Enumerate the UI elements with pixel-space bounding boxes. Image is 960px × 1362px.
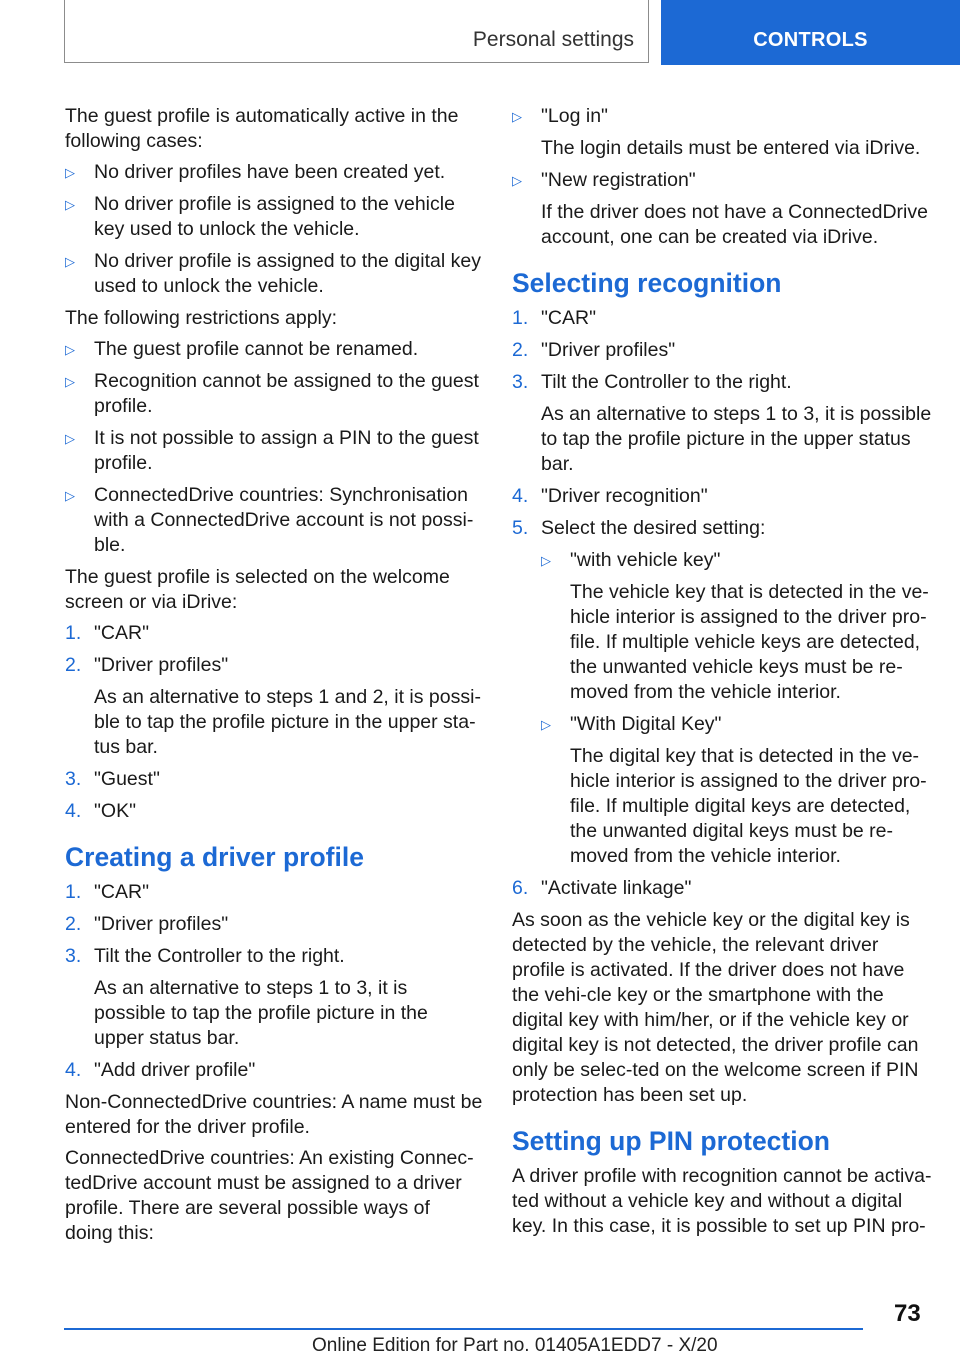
paragraph: The guest profile is selected on the welcome screen or via iDrive: xyxy=(65,566,450,613)
page-header xyxy=(0,0,960,68)
list-item: ▷ No driver profile is assigned to the vehicle key used to unlock the vehicle. xyxy=(65,193,455,240)
triangle-bullet-icon: ▷ xyxy=(65,197,75,212)
footer-divider xyxy=(64,1328,863,1330)
right-column xyxy=(512,104,932,1245)
paragraph: Non-ConnectedDrive countries: A name must be entered for the driver profile. xyxy=(65,1091,483,1138)
step-note: As an alternative to steps 1 to 3, it is possible to tap the profile picture in the upper status bar. xyxy=(94,977,428,1049)
step-number: 3. xyxy=(65,768,82,790)
step-item: 4. "Add driver profile" xyxy=(65,1059,256,1081)
list-item: ▷ "With Digital Key" The digital key that is detected in the ve-hicle interior is assigned to the driver pro-file. If multiple digital keys are detected, the unwanted digital keys must be re-moved from the vehicle interior. xyxy=(541,712,932,869)
step-number: 3. xyxy=(65,945,82,967)
step-item: 3. Tilt the Controller to the right. As an alternative to steps 1 to 3, it is possible to tap the profile picture in the upper status bar. xyxy=(512,371,932,475)
step-number: 1. xyxy=(512,307,529,329)
step-item: 3. "Guest" xyxy=(65,768,160,790)
step-number: 2. xyxy=(65,913,82,935)
paragraph: As soon as the vehicle key or the digital key is detected by the vehicle, the relevant driver profile is activated. If the driver does not have the vehi-cle key or the smartphone with the digital key with him/her, or if the vehicle key or digital key is not detected, the driver profile can only be selec-ted on the welcome screen if PIN protection has been set up. xyxy=(512,909,919,1106)
step-note: As an alternative to steps 1 and 2, it is possi-ble to tap the profile picture in the upper sta-tus bar. xyxy=(94,686,481,758)
paragraph: The following restrictions apply: xyxy=(65,307,338,329)
item-note: The digital key that is detected in the ve-hicle interior is assigned to the driver pro-file. If multiple digital keys are detected, the unwanted digital keys must be re-moved from the vehicle interior. xyxy=(570,745,927,867)
step-number: 5. xyxy=(512,517,529,539)
step-item: 1. "CAR" xyxy=(512,307,597,329)
step-number: 1. xyxy=(65,881,82,903)
left-column xyxy=(65,104,483,1252)
list-item: ▷ ConnectedDrive countries: Synchronisation with a ConnectedDrive account is not possi-ble. xyxy=(65,484,474,556)
step-item: 6. "Activate linkage" xyxy=(512,877,692,899)
chapter-title: CONTROLS xyxy=(753,29,868,51)
item-note: The login details must be entered via iDrive. xyxy=(541,137,921,159)
list-item: ▷ "New registration" If the driver does not have a ConnectedDrive account, one can be created via iDrive. xyxy=(512,168,932,250)
guest-steps-list xyxy=(65,621,483,824)
step-item: 5. Select the desired setting: ▷ "with vehicle key" The vehicle key that is detected in the ve-hicle interior is assigned to the driver pro-file. If multiple vehicle keys are detected, the unwanted vehicle keys must be re-moved from the vehicle interior. ▷ "With Digital Key" The digital key that is detected in the ve-hicle interior is assigned to the driver pro-file. If multiple digital keys are detected, the unwanted digital keys must be re-moved from the vehicle interior. xyxy=(512,516,932,869)
list-item: ▷ No driver profile is assigned to the digital key used to unlock the vehicle. xyxy=(65,250,481,297)
triangle-bullet-icon: ▷ xyxy=(65,488,75,503)
triangle-bullet-icon: ▷ xyxy=(512,173,522,188)
setting-options-list xyxy=(541,548,932,869)
step-item: 2. "Driver profiles" xyxy=(512,339,676,361)
step-number: 4. xyxy=(65,800,82,822)
section-heading: Selecting recognition xyxy=(512,268,782,298)
triangle-bullet-icon: ▷ xyxy=(65,342,75,357)
list-item: ▷ No driver profiles have been created yet. xyxy=(65,161,446,183)
create-steps-list xyxy=(65,880,483,1083)
triangle-bullet-icon: ▷ xyxy=(541,717,551,732)
page-number: 73 xyxy=(894,1300,921,1327)
triangle-bullet-icon: ▷ xyxy=(512,109,522,124)
select-steps-list xyxy=(512,306,932,901)
step-number: 2. xyxy=(512,339,529,361)
section-heading: Setting up PIN protection xyxy=(512,1126,830,1156)
section-heading: Creating a driver profile xyxy=(65,842,364,872)
list-item: ▷ Recognition cannot be assigned to the guest profile. xyxy=(65,370,479,417)
step-number: 4. xyxy=(65,1059,82,1081)
section-tab xyxy=(64,0,649,63)
list-item: ▷ The guest profile cannot be renamed. xyxy=(65,338,419,360)
list-item: ▷ "with vehicle key" The vehicle key that is detected in the ve-hicle interior is assigned to the driver pro-file. If multiple vehicle keys are detected, the unwanted vehicle keys must be re-moved from the vehicle interior. xyxy=(541,548,932,705)
step-item: 1. "CAR" xyxy=(65,881,150,903)
paragraph: ConnectedDrive countries: An existing Connec-tedDrive account must be assigned to a driver profile. There are several possible ways of doing this: xyxy=(65,1147,474,1244)
step-number: 2. xyxy=(65,654,82,676)
paragraph: The guest profile is automatically active in the following cases: xyxy=(65,105,459,152)
account-ways-list xyxy=(512,104,932,250)
chapter-tab xyxy=(661,0,960,65)
list-item: ▷ "Log in" The login details must be entered via iDrive. xyxy=(512,104,932,161)
step-item: 4. "Driver recognition" xyxy=(512,485,708,507)
section-title: Personal settings xyxy=(472,28,634,51)
step-item: 3. Tilt the Controller to the right. As an alternative to steps 1 to 3, it is possible to tap the profile picture in the upper status bar. xyxy=(65,944,483,1051)
item-note: The vehicle key that is detected in the ve-hicle interior is assigned to the driver pro-file. If multiple vehicle keys are detected, the unwanted vehicle keys must be re-moved from the vehicle interior. xyxy=(570,581,929,703)
triangle-bullet-icon: ▷ xyxy=(541,553,551,568)
step-item: 4. "OK" xyxy=(65,800,137,822)
step-number: 3. xyxy=(512,371,529,393)
step-item: 2. "Driver profiles" As an alternative to steps 1 and 2, it is possi-ble to tap the profile picture in the upper sta-tus bar. xyxy=(65,653,483,760)
step-number: 4. xyxy=(512,485,529,507)
item-note: If the driver does not have a ConnectedDrive account, one can be created via iDrive. xyxy=(541,201,928,248)
triangle-bullet-icon: ▷ xyxy=(65,254,75,269)
step-number: 6. xyxy=(512,877,529,899)
step-note: As an alternative to steps 1 to 3, it is possible to tap the profile picture in the upper status bar. xyxy=(541,403,932,475)
list-item: ▷ It is not possible to assign a PIN to the guest profile. xyxy=(65,427,479,474)
triangle-bullet-icon: ▷ xyxy=(65,165,75,180)
triangle-bullet-icon: ▷ xyxy=(65,374,75,389)
step-item: 2. "Driver profiles" xyxy=(65,913,229,935)
guest-cases-list xyxy=(65,160,483,299)
step-item: 1. "CAR" xyxy=(65,622,150,644)
step-number: 1. xyxy=(65,622,82,644)
restrictions-list xyxy=(65,337,483,558)
paragraph: A driver profile with recognition cannot be activa-ted without a vehicle key and without a digital key. In this case, it is possible to set up PIN pro- xyxy=(512,1165,932,1237)
triangle-bullet-icon: ▷ xyxy=(65,431,75,446)
edition-note: Online Edition for Part no. 01405A1EDD7 - X/20 xyxy=(312,1335,718,1356)
